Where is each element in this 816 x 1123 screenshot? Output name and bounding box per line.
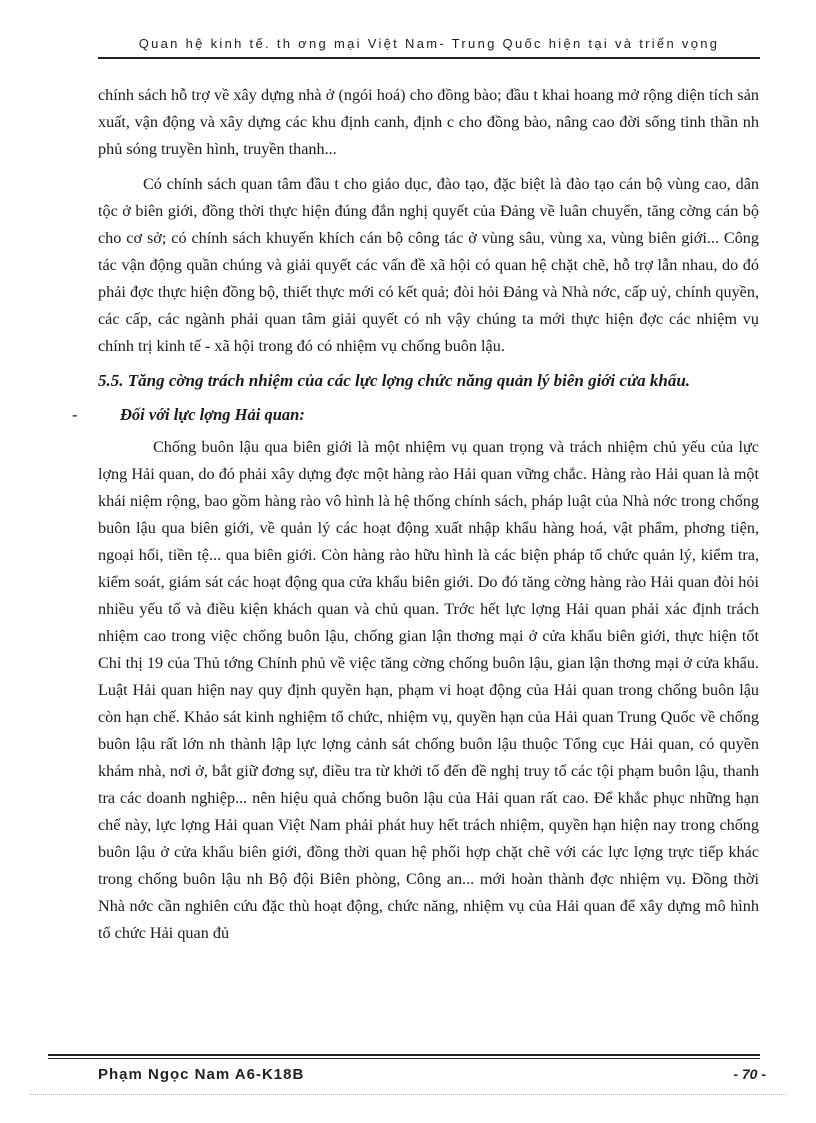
page-number: - 70 - [733,1066,766,1082]
paragraph-customs: Chống buôn lậu qua biên giới là một nhiệm vụ quan trọng và trách nhiệm chủ yếu của lực lợng Hải quan, do đó phải xây dựng đợc một hàng rào Hải quan vững chắc. Hàng rào Hải quan là một khái niệm rộng, bao gồm hàng rào vô hình là hệ thống chính sách, pháp luật của Nhà nớc trong chống buôn lậu qua biên giới, về quản lý các hoạt động xuất nhập khẩu hàng hoá, vật phẩm, phơng tiện, ngoại hối, tiền tệ... qua biên giới. Còn hàng rào hữu hình là các biện pháp tổ chức quản lý, kiểm tra, kiểm soát, giám sát các hoạt động qua cửa khẩu biên giới. Do đó tăng cờng hàng rào Hải quan đòi hỏi nhiều yếu tố và điều kiện khách quan và chủ quan. Trớc hết lực lợng Hải quan phải xác định trách nhiệm cao trong việc chống buôn lậu, chống gian lận thơng mại ở cửa khẩu biên giới, thực hiện tốt Chỉ thị 19 của Thủ tớng Chính phủ về việc tăng cờng chống buôn lậu, gian lận thơng mại ở cửa khẩu. Luật Hải quan hiện nay quy định quyền hạn, phạm vi hoạt động của Hải quan trong chống buôn lậu còn hạn chế. Khảo sát kinh nghiệm tổ chức, nhiệm vụ, quyền hạn của Hải quan Trung Quốc về chống buôn lậu rất lớn nh thành lập lực lợng cảnh sát chống buôn lậu thuộc Tổng cục Hải quan, có quyền khám nhà, nơi ở, bắt giữ đơng sự, điều tra từ khởi tố đến đề nghị truy tố các tội phạm buôn lậu, thanh tra các doanh nghiệp... nên hiệu quả chống buôn lậu của Hải quan rất cao. Để khắc phục những hạn chế này, lực lợng Hải quan Việt Nam phải phát huy hết trách nhiệm, quyền hạn hiện nay trong chống buôn lậu ở cửa khẩu biên giới, đồng thời quan hệ phối hợp chặt chẽ với các lực lợng trực tiếp khác trong chống buôn lậu nh Bộ đội Biên phòng, Công an... mới hoàn thành đợc nhiệm vụ. Đồng thời Nhà nớc cần nghiên cứu đặc thù hoạt động, chức năng, nhiệm vụ của Hải quan để xây dựng mô hình tổ chức Hải quan đủ [98,438,759,942]
page-edge-dots [30,1094,786,1095]
sub-heading [72,401,759,428]
header-rule [98,57,760,59]
footer-author: Phạm Ngọc Nam A6-K18B [98,1066,305,1083]
paragraph-policy: Có chính sách quan tâm đầu t cho giáo dục, đào tạo, đặc biệt là đào tạo cán bộ vùng cao, dân tộc ở biên giới, đồng thời thực hiện đúng đắn nghị quyết của Đảng về luân chuyển, tăng cờng cán bộ cho cơ sở; có chính sách khuyến khích cán bộ công tác ở vùng sâu, vùng xa, vùng biên giới... Công tác vận động quần chúng và giải quyết các vấn đề xã hội có quan hệ chặt chẽ, hỗ trợ lẫn nhau, do đó phải đợc thực hiện đồng bộ, thiết thực mới có kết quả; đòi hỏi Đảng và Nhà nớc, cấp uỷ, chính quyền, các cấp, các ngành phải quan tâm giải quyết có nh vậy chúng ta mới thực hiện đợc các nhiệm vụ chính trị kinh tế - xã hội trong đó có nhiệm vụ chống buôn lậu. [98,175,759,355]
sub-heading-text: Đối với lực lợng Hải quan: [120,405,305,424]
running-header: Quan hệ kinh tế. th ơng mại Việt Nam- Trung Quốc hiện tại và triển vọng [138,36,720,51]
footer-rule [48,1054,760,1059]
bullet-dash: - [72,405,78,424]
section-title: 5.5. Tăng cờng trách nhiệm của các lực lợng chức năng quản lý biên giới cửa khẩu. [98,371,691,390]
page-body [72,82,759,947]
paragraph-continued: chính sách hỗ trợ về xây dựng nhà ở (ngói hoá) cho đồng bào; đầu t khai hoang mở rộng diện tích sản xuất, vận động và xây dựng các khu định canh, định c cho đồng bào, nâng cao đời sống tinh thần nh phủ sóng truyền hình, truyền thanh... [98,86,759,158]
